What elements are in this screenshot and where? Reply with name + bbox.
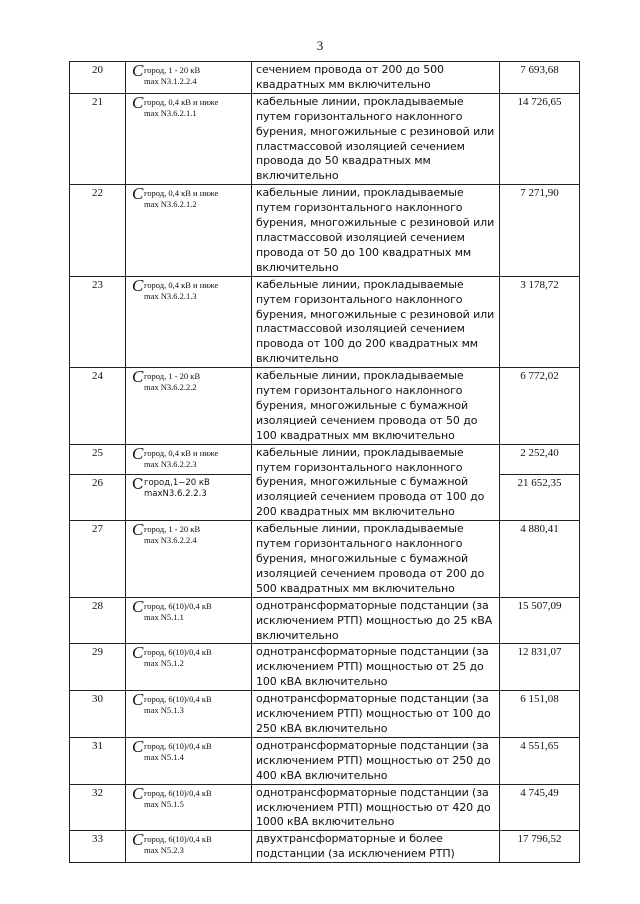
formula-cell: C город, 1 - 20 кВ max N3.1.2.2.4 <box>126 62 252 94</box>
formula-cell: C город, 0,4 кВ и ниже max N3.6.2.1.1 <box>126 93 252 184</box>
formula-cell: C город, 0,4 кВ и ниже max N3.6.2.1.2 <box>126 185 252 276</box>
formula-cell: C город, 1 - 20 кВ max N3.6.2.2.4 <box>126 521 252 598</box>
description-cell: кабельные линии, прокладываемые путем горизонтального наклонного бурения, многожильные с бумажной изоляцией сечением провода от 100 до 200 квадратных мм включительно <box>252 444 500 521</box>
table-row <box>70 62 580 94</box>
row-number: 31 <box>70 737 126 784</box>
rate-value: 7 271,90 <box>500 185 580 276</box>
row-number: 28 <box>70 597 126 644</box>
formula-cell: C город, 6(10)/0,4 кВ max N5.1.3 <box>126 691 252 738</box>
row-number: 33 <box>70 831 126 863</box>
table-row <box>70 521 580 598</box>
description-cell: кабельные линии, прокладываемые путем горизонтального наклонного бурения, многожильные с резиновой или пластмассовой изоляцией сечением провода от 50 до 100 квадратных мм включительно <box>252 185 500 276</box>
rate-value: 4 745,49 <box>500 784 580 831</box>
table-row <box>70 444 580 475</box>
row-number: 21 <box>70 93 126 184</box>
formula-cell: C город, 1 - 20 кВ max N3.6.2.2.2 <box>126 368 252 445</box>
description-cell: кабельные линии, прокладываемые путем горизонтального наклонного бурения, многожильные с бумажной изоляцией сечением провода от 50 до 100 квадратных мм включительно <box>252 368 500 445</box>
formula-cell: C город, 0,4 кВ и ниже max N3.6.2.1.3 <box>126 276 252 367</box>
row-number: 26 <box>70 475 126 521</box>
formula-cell: C город, 0,4 кВ и ниже max N3.6.2.2.3 <box>126 444 252 475</box>
table-row <box>70 597 580 644</box>
rate-value: 12 831,07 <box>500 644 580 691</box>
rate-value: 2 252,40 <box>500 444 580 475</box>
rate-value: 17 796,52 <box>500 831 580 863</box>
table-row <box>70 368 580 445</box>
table-row <box>70 93 580 184</box>
description-cell: кабельные линии, прокладываемые путем горизонтального наклонного бурения, многожильные с резиновой или пластмассовой изоляцией сечением провода от 100 до 200 квадратных мм включительно <box>252 276 500 367</box>
rate-value: 21 652,35 <box>500 475 580 521</box>
rate-value: 6 772,02 <box>500 368 580 445</box>
row-number: 30 <box>70 691 126 738</box>
description-cell: однотрансформаторные подстанции (за исключением РТП) мощностью от 100 до 250 кВА включительно <box>252 691 500 738</box>
formula-cell: C город, 6(10)/0,4 кВ max N5.2.3 <box>126 831 252 863</box>
row-number: 23 <box>70 276 126 367</box>
row-number: 24 <box>70 368 126 445</box>
row-number: 25 <box>70 444 126 475</box>
table-row <box>70 831 580 863</box>
row-number: 29 <box>70 644 126 691</box>
rate-value: 7 693,68 <box>500 62 580 94</box>
description-cell: кабельные линии, прокладываемые путем горизонтального наклонного бурения, многожильные с бумажной изоляцией сечением провода от 200 до 500 квадратных мм включительно <box>252 521 500 598</box>
description-cell: сечением провода от 200 до 500 квадратных мм включительно <box>252 62 500 94</box>
table-row <box>70 784 580 831</box>
table-row <box>70 691 580 738</box>
formula-cell: C город,1−20 кВ maxN3.6.2.2.3 <box>126 475 252 521</box>
table-row <box>70 737 580 784</box>
description-cell: однотрансформаторные подстанции (за исключением РТП) мощностью от 25 до 100 кВА включительно <box>252 644 500 691</box>
row-number: 22 <box>70 185 126 276</box>
rate-value: 3 178,72 <box>500 276 580 367</box>
description-cell: кабельные линии, прокладываемые путем горизонтального наклонного бурения, многожильные с резиновой или пластмассовой изоляцией сечением провода до 50 квадратных мм включительно <box>252 93 500 184</box>
formula-cell: C город, 6(10)/0,4 кВ max N5.1.5 <box>126 784 252 831</box>
page-number: 3 <box>316 38 324 53</box>
row-number: 20 <box>70 62 126 94</box>
rate-value: 6 151,08 <box>500 691 580 738</box>
formula-cell: C город, 6(10)/0,4 кВ max N5.1.2 <box>126 644 252 691</box>
table-row <box>70 644 580 691</box>
description-cell: однотрансформаторные подстанции (за исключением РТП) мощностью до 25 кВА включительно <box>252 597 500 644</box>
rate-value: 14 726,65 <box>500 93 580 184</box>
row-number: 27 <box>70 521 126 598</box>
rate-value: 15 507,09 <box>500 597 580 644</box>
formula-cell: C город, 6(10)/0,4 кВ max N5.1.4 <box>126 737 252 784</box>
formula-cell: C город, 6(10)/0,4 кВ max N5.1.1 <box>126 597 252 644</box>
rate-value: 4 880,41 <box>500 521 580 598</box>
rate-value: 4 551,65 <box>500 737 580 784</box>
description-cell: однотрансформаторные подстанции (за исключением РТП) мощностью от 420 до 1000 кВА включительно <box>252 784 500 831</box>
table-row <box>70 276 580 367</box>
description-cell: однотрансформаторные подстанции (за исключением РТП) мощностью от 250 до 400 кВА включительно <box>252 737 500 784</box>
table-row <box>70 185 580 276</box>
description-cell: двухтрансформаторные и более подстанции (за исключением РТП) <box>252 831 500 863</box>
row-number: 32 <box>70 784 126 831</box>
rates-table <box>69 61 580 863</box>
